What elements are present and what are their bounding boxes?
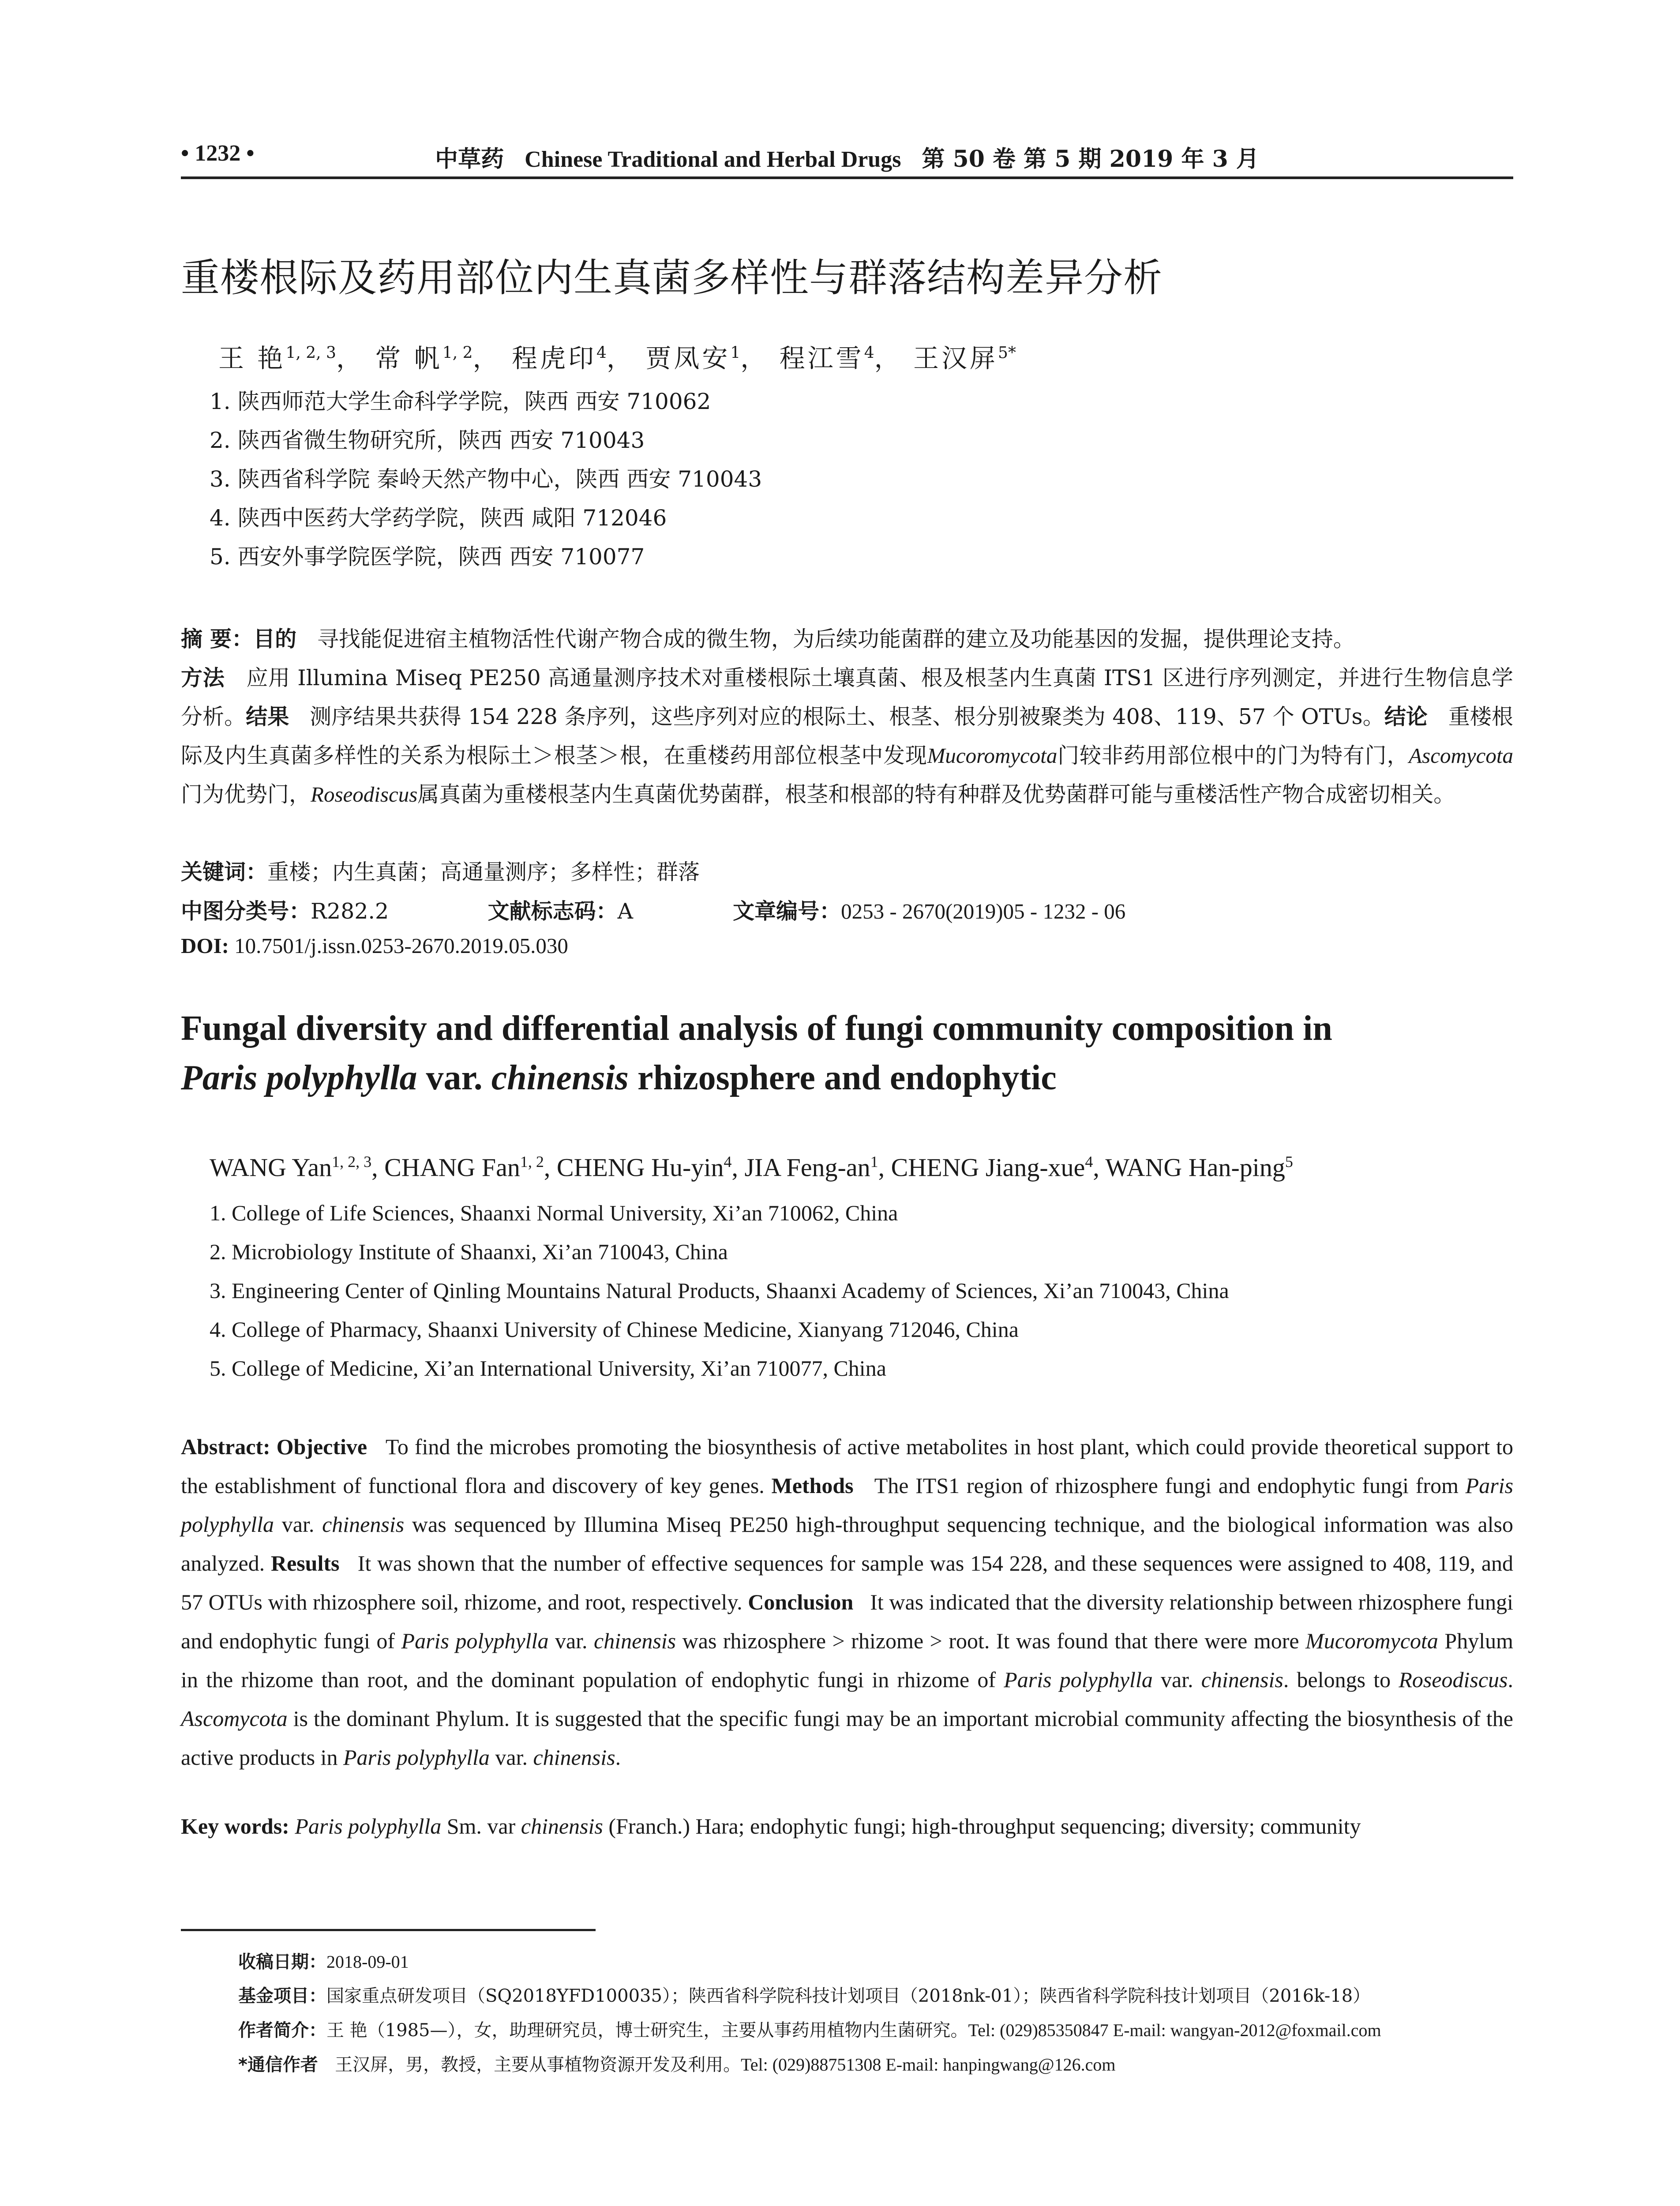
page-number: • 1232 • bbox=[181, 141, 255, 166]
cn-doi bbox=[181, 933, 1513, 958]
cn-conclusion-label: 结论 bbox=[1384, 704, 1428, 729]
en-author-sup: 5 bbox=[1285, 1153, 1293, 1171]
journal-name-en: Chinese Traditional and Herbal Drugs bbox=[525, 147, 901, 172]
footnote-rule bbox=[181, 1929, 596, 1931]
cn-author-sup: 1, 2 bbox=[442, 344, 473, 362]
en-author-sup: 1, 2, 3 bbox=[332, 1153, 372, 1171]
en-results: It was shown that the number of effective sequences for sample was 154 228, and these sequences were assigned to 408, 119, and 57 OTUs with rhizosphere soil, rhizome, and root, respectively. bbox=[181, 1551, 1514, 1614]
en-author-sup: 1, 2 bbox=[520, 1153, 544, 1171]
cn-conclusion: 属真菌为重楼根茎内生真菌优势菌群，根茎和根部的特有种群及优势菌群可能与重楼活性产物合成密切相关。 bbox=[417, 782, 1455, 807]
en-objective-label: Objective bbox=[276, 1434, 368, 1459]
en-keywords-sm: Sm. var bbox=[446, 1814, 516, 1838]
en-species: Paris polyphylla bbox=[181, 1473, 1514, 1537]
cn-doc-code-label: 文献标志码： bbox=[488, 899, 618, 924]
en-results-label: Results bbox=[270, 1551, 340, 1576]
en-conclusion: . bbox=[1508, 1667, 1514, 1692]
cn-keywords bbox=[181, 855, 1513, 886]
en-title-part: rhizosphere and endophytic bbox=[637, 1058, 1057, 1097]
en-author-sup: 4 bbox=[724, 1153, 732, 1171]
en-conclusion: . bbox=[615, 1745, 621, 1770]
en-affiliation: 3. Engineering Center of Qinling Mountains Natural Products, Shaanxi Academy of Sciences, Xi’an 710043, China bbox=[210, 1278, 1229, 1303]
cn-keywords-label: 关键词： bbox=[181, 859, 268, 885]
footnote-received bbox=[238, 1948, 1513, 1973]
header-rule bbox=[181, 176, 1513, 179]
cn-affiliation: 5. 西安外事学院医学院，陕西 西安 710077 bbox=[210, 544, 645, 570]
cn-affiliation: 3. 陕西省科学院 秦岭天然产物中心，陕西 西安 710043 bbox=[210, 466, 762, 492]
cn-taxon: Roseodiscus bbox=[311, 782, 418, 807]
en-author: WANG Yan bbox=[210, 1153, 332, 1182]
cn-taxon: Mucoromycota bbox=[927, 743, 1058, 768]
en-methods-label: Methods bbox=[771, 1473, 854, 1498]
en-author-list: WANG Yan$^{1, 2, 3}$, CHANG Fan$^{1, 2}$, CHENG Hu-yin$^4$, JIA Feng-$an^1$, CHENG Jiang-xue$^4$, WANG Han-ping$^5$ bbox=[210, 1153, 1293, 1182]
en-author: CHENG Jiang-xue bbox=[891, 1153, 1085, 1182]
cn-clc-label: 中图分类号： bbox=[181, 899, 311, 924]
corr-contact: Tel: (029)88751308 E-mail: hanpingwang@126.com bbox=[741, 2055, 1116, 2075]
en-title bbox=[181, 1004, 1513, 1103]
footnote-corresponding bbox=[238, 2051, 1513, 2076]
cn-clc-value: R282.2 bbox=[311, 899, 389, 924]
en-var: var. bbox=[495, 1745, 528, 1770]
en-methods: The ITS1 region of rhizosphere fungi and endophytic fungi from bbox=[874, 1473, 1459, 1498]
cn-methods-label: 方法 bbox=[181, 665, 225, 690]
cn-author: 王 艳 bbox=[218, 343, 286, 373]
en-abstract-label: Abstract: bbox=[181, 1434, 270, 1459]
footnote-author-bio bbox=[238, 2016, 1513, 2041]
cn-affiliation: 2. 陕西省微生物研究所，陕西 西安 710043 bbox=[210, 428, 645, 453]
en-keywords-label: Key words: bbox=[181, 1814, 289, 1838]
en-variety: chinensis bbox=[322, 1512, 405, 1537]
cn-conclusion: 重楼根际及内生真菌多样性的关系为根际土＞根茎＞根，在重楼药用部位根茎中发现 bbox=[181, 704, 1513, 768]
received-date: 2018-09-01 bbox=[326, 1952, 409, 1972]
en-conclusion: was rhizosphere > rhizome > root. It was found that there were more bbox=[682, 1628, 1299, 1653]
received-label: 收稿日期： bbox=[238, 1952, 326, 1972]
doi-label: DOI: bbox=[181, 934, 229, 958]
en-affiliation: 2. Microbiology Institute of Shaanxi, Xi’an 710043, China bbox=[210, 1239, 728, 1264]
en-conclusion: . belongs to bbox=[1283, 1667, 1391, 1692]
running-header bbox=[181, 140, 1513, 176]
cn-author: 王汉屏 bbox=[913, 343, 998, 373]
doi-value: 10.7501/j.issn.0253-2670.2019.05.030 bbox=[234, 934, 568, 958]
bio-label: 作者简介： bbox=[238, 2020, 326, 2041]
en-title-variety: chinensis bbox=[491, 1058, 629, 1097]
fund-text: 国家重点研发项目（SQ2018YFD100035）；陕西省科学院科技计划项目（2018nk-01）；陕西省科学院科技计划项目（2016k-18） bbox=[326, 1986, 1371, 2006]
cn-author-sup: 1, 2, 3 bbox=[285, 344, 336, 362]
en-variety: chinensis bbox=[594, 1628, 676, 1653]
cn-methods: 应用 Illumina Miseq PE250 高通量测序技术对重楼根际土壤真菌、根及根茎内生真菌 ITS1 区进行序列测定，并进行生物信息学分析。 bbox=[181, 665, 1513, 729]
cn-clc bbox=[181, 894, 481, 925]
cn-taxon: Ascomycota bbox=[1409, 743, 1513, 768]
cn-classification bbox=[181, 894, 1513, 925]
en-author: CHANG Fan bbox=[384, 1153, 520, 1182]
cn-author: 常 帆 bbox=[375, 343, 442, 373]
cn-objective-label: 目的 bbox=[253, 627, 297, 652]
cn-affiliation: 4. 陕西中医药大学药学院，陕西 咸阳 712046 bbox=[210, 505, 667, 531]
cn-title: 重楼根际及药用部位内生真菌多样性与群落结构差异分析 bbox=[181, 255, 1163, 300]
bio-text: 王 艳（1985—），女，助理研究员，博士研究生，主要从事药用植物内生菌研究。 bbox=[326, 2020, 968, 2041]
en-affiliation: 4. College of Pharmacy, Shaanxi University of Chinese Medicine, Xianyang 712046, China bbox=[210, 1317, 1019, 1342]
cn-article-no-value: 0253 - 2670(2019)05 - 1232 - 06 bbox=[841, 899, 1126, 923]
cn-article-no-label: 文章编号： bbox=[733, 899, 841, 924]
en-author-sup: 4 bbox=[1085, 1153, 1093, 1171]
en-author: WANG Han-ping bbox=[1105, 1153, 1285, 1182]
en-title-part: Fungal diversity and differential analysis of fungi community composition in bbox=[181, 1009, 1332, 1048]
en-keywords-species: Paris polyphylla bbox=[295, 1814, 442, 1838]
journal-name-cn: 中草药 bbox=[435, 146, 504, 173]
en-affiliation: 1. College of Life Sciences, Shaanxi Normal University, Xi’an 710062, China bbox=[210, 1201, 898, 1225]
footnote-fund bbox=[238, 1982, 1513, 2007]
en-var: var. bbox=[555, 1628, 588, 1653]
cn-author-sup: 4 bbox=[596, 344, 607, 362]
corr-text: 王汉屏，男，教授，主要从事植物资源开发及利用。 bbox=[335, 2055, 741, 2075]
en-title-species: Paris polyphylla bbox=[181, 1058, 417, 1097]
en-abstract bbox=[181, 1427, 1513, 1777]
cn-abstract bbox=[181, 620, 1513, 814]
en-keywords-variety: chinensis bbox=[521, 1814, 603, 1838]
cn-doc-code bbox=[488, 894, 726, 925]
en-species: Paris polyphylla bbox=[401, 1628, 549, 1653]
cn-author: 程虎印 bbox=[511, 343, 596, 373]
en-var: var. bbox=[281, 1512, 315, 1537]
cn-author-sup: 1 bbox=[730, 344, 741, 362]
en-author-sup: 1 bbox=[870, 1153, 878, 1171]
en-conclusion: Phylum in the rhizome than root, and the dominant population of endophytic fungi in rhizome of bbox=[181, 1628, 1514, 1692]
journal-line bbox=[181, 140, 1513, 173]
en-conclusion-label: Conclusion bbox=[748, 1590, 854, 1614]
cn-objective: 寻找能促进宿主植物活性代谢产物合成的微生物，为后续功能菌群的建立及功能基因的发掘，提供理论支持。 bbox=[317, 627, 1355, 652]
cn-author: 程江雪 bbox=[779, 343, 864, 373]
cn-author: 贾凤安 bbox=[645, 343, 731, 373]
en-conclusion: It was indicated that the diversity relationship between rhizosphere fungi and endophytic fungi of bbox=[181, 1590, 1514, 1653]
cn-doc-code-value: A bbox=[617, 899, 633, 924]
en-variety: chinensis bbox=[1201, 1667, 1283, 1692]
en-conclusion: is the dominant Phylum. It is suggested that the specific fungi may be an important microbial community affecting the biosynthesis of the active products in bbox=[181, 1706, 1514, 1770]
cn-author-sup: 5* bbox=[998, 344, 1016, 362]
cn-author-list: 王 艳$^{1, 2, 3}$， 常 帆$^{1, 2}$， 程虎印$^4$， 贾凤安$^1$， 程江雪$^4$， 王汉屏$^{5*}$ bbox=[218, 343, 1016, 373]
en-author: CHENG Hu-yin bbox=[556, 1153, 724, 1182]
cn-article-no bbox=[733, 894, 1125, 925]
en-objective: To find the microbes promoting the biosynthesis of active metabolites in host plant, which could provide theoretical support to the establishment of functional flora and discovery of key genes. bbox=[181, 1434, 1514, 1498]
en-keywords bbox=[181, 1813, 1513, 1839]
en-species: Paris polyphylla bbox=[1004, 1667, 1153, 1692]
en-methods: was sequenced by Illumina Miseq PE250 high-throughput sequencing technique, and the biological information was also analyzed. bbox=[181, 1512, 1514, 1576]
corr-label: *通信作者 bbox=[238, 2055, 318, 2075]
en-species: Paris polyphylla bbox=[343, 1745, 490, 1770]
en-var: var. bbox=[1161, 1667, 1193, 1692]
en-keywords-rest: (Franch.) Hara; endophytic fungi; high-throughput sequencing; diversity; community bbox=[608, 1814, 1361, 1838]
cn-author-sup: 4 bbox=[864, 344, 874, 362]
fund-label: 基金项目： bbox=[238, 1986, 326, 2006]
cn-results-label: 结果 bbox=[246, 704, 289, 729]
cn-keywords-text: 重楼；内生真菌；高通量测序；多样性；群落 bbox=[267, 859, 700, 885]
cn-conclusion: 门为优势门， bbox=[181, 782, 311, 807]
en-taxon: Roseodiscus bbox=[1399, 1667, 1508, 1692]
cn-results: 测序结果共获得 154 228 条序列，这些序列对应的根际土、根茎、根分别被聚类为 408、119、57 个 OTUs。 bbox=[310, 704, 1384, 729]
cn-affiliation: 1. 陕西师范大学生命科学学院，陕西 西安 710062 bbox=[210, 389, 711, 414]
en-variety: chinensis bbox=[533, 1745, 615, 1770]
en-author: JIA Feng-an bbox=[744, 1153, 870, 1182]
cn-conclusion: 门较非药用部位根中的门为特有门， bbox=[1057, 743, 1409, 768]
en-affiliation: 5. College of Medicine, Xi’an International University, Xi’an 710077, China bbox=[210, 1356, 886, 1381]
bio-contact: Tel: (029)85350847 E-mail: wangyan-2012@foxmail.com bbox=[968, 2020, 1381, 2040]
en-taxon: Mucoromycota bbox=[1305, 1628, 1438, 1653]
en-taxon: Ascomycota bbox=[181, 1706, 288, 1731]
en-title-var: var. bbox=[426, 1058, 483, 1097]
journal-issue: 第 50 卷 第 5 期 2019 年 3 月 bbox=[922, 146, 1259, 173]
cn-abstract-label: 摘 要： bbox=[181, 627, 254, 652]
